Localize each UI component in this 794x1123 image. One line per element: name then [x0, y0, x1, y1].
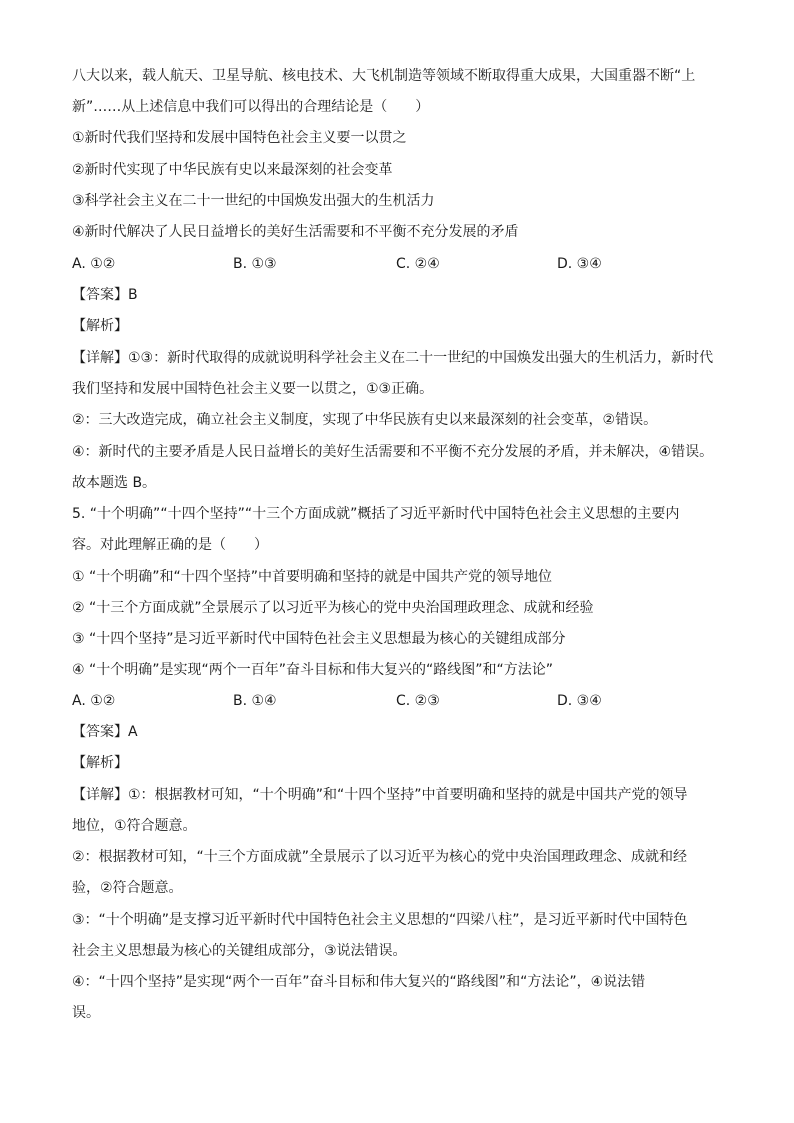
q4-stem-line-1: 八大以来，载人航天、卫星导航、核电技术、大飞机制造等领域不断取得重大成果，大国重器不断“上 [72, 68, 696, 84]
q4-statement-2: ②新时代实现了中华民族有史以来最深刻的社会变革 [72, 162, 393, 178]
q5-detail-line-1: 【详解】①：根据教材可知，“十个明确”和“十四个坚持”中首要明确和坚持的就是中国共产党的领导 [72, 787, 688, 803]
q5-detail-line-3: ②：根据教材可知，“十三个方面成就”全景展示了以习近平为核心的党中央治国理政理念、成就和经 [72, 849, 688, 865]
q5-statement-4: ④ “十个明确”是实现“两个一百年”奋斗目标和伟大复兴的“路线图”和“方法论” [72, 662, 554, 678]
q5-answer: 【答案】A [72, 724, 138, 740]
q5-statement-2: ② “十三个方面成就”全景展示了以习近平为核心的党中央治国理政理念、成就和经验 [72, 600, 594, 616]
q5-option-c: C. ②③ [396, 693, 440, 709]
q4-detail-line-3: ②：三大改造完成，确立社会主义制度，实现了中华民族有史以来最深刻的社会变革，②错误。 [72, 412, 658, 428]
q5-statement-3: ③ “十四个坚持”是习近平新时代中国特色社会主义思想最为核心的关键组成部分 [72, 631, 566, 647]
q5-detail-line-8: 误。 [72, 1005, 100, 1021]
q4-answer: 【答案】B [72, 287, 138, 303]
q4-option-c: C. ②④ [396, 256, 440, 272]
q4-analysis-label: 【解析】 [72, 318, 128, 334]
q5-detail-line-4: 验，②符合题意。 [72, 880, 183, 896]
q4-stem-line-2: 新”……从上述信息中我们可以得出的合理结论是（ ） [72, 99, 430, 115]
q4-statement-3: ③科学社会主义在二十一世纪的中国焕发出强大的生机活力 [72, 193, 435, 209]
q4-option-d: D. ③④ [557, 256, 602, 272]
q5-option-a: A. ①② [72, 693, 116, 709]
q5-detail-line-2: 地位，①符合题意。 [72, 818, 197, 834]
q5-option-b: B. ①④ [233, 693, 277, 709]
q5-statement-1: ① “十个明确”和“十四个坚持”中首要明确和坚持的就是中国共产党的领导地位 [72, 569, 553, 585]
q4-option-b: B. ①③ [233, 256, 277, 272]
q5-detail-line-5: ③：“十个明确”是支撑习近平新时代中国特色社会主义思想的“四梁八柱”，是习近平新时代中国特色 [72, 912, 688, 928]
q5-stem-line-2: 容。对此理解正确的是（ ） [72, 537, 268, 553]
q5-detail-line-7: ④：“十四个坚持”是实现“两个一百年”奋斗目标和伟大复兴的“路线图”和“方法论”，④说法错 [72, 974, 646, 990]
q5-analysis-label: 【解析】 [72, 755, 128, 771]
q5-detail-line-6: 社会主义思想最为核心的关键组成部分，③说法错误。 [72, 943, 407, 959]
q4-option-a: A. ①② [72, 256, 116, 272]
q4-detail-line-1: 【详解】①③：新时代取得的成就说明科学社会主义在二十一世纪的中国焕发出强大的生机活力，新时代 [72, 350, 714, 366]
q4-statement-1: ①新时代我们坚持和发展中国特色社会主义要一以贯之 [72, 130, 407, 146]
q4-detail-line-2: 我们坚持和发展中国特色社会主义要一以贯之，①③正确。 [72, 381, 434, 397]
q4-detail-line-5: 故本题选 B。 [72, 475, 157, 491]
q5-option-d: D. ③④ [557, 693, 602, 709]
q4-detail-line-4: ④：新时代的主要矛盾是人民日益增长的美好生活需要和不平衡不充分发展的矛盾，并未解决，④错误。 [72, 444, 714, 460]
q4-statement-4: ④新时代解决了人民日益增长的美好生活需要和不平衡不充分发展的矛盾 [72, 224, 519, 240]
q5-stem-line-1: 5. “十个明确”“十四个坚持”“十三个方面成就”概括了习近平新时代中国特色社会主义思想的主要内 [72, 506, 680, 522]
